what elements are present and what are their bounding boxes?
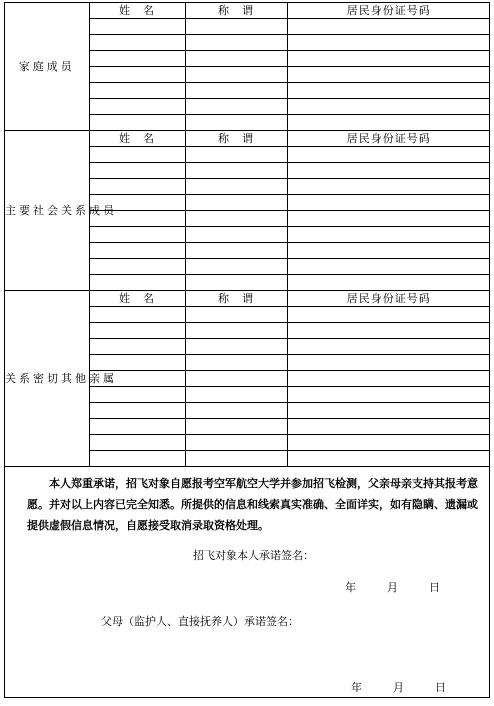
- id-number-cell[interactable]: [287, 211, 490, 227]
- column-header-relation: 称 谓: [185, 131, 287, 147]
- id-number-cell[interactable]: [287, 227, 490, 243]
- column-header-name: 姓 名: [89, 3, 185, 19]
- id-number-cell[interactable]: [287, 147, 490, 163]
- name-cell[interactable]: [89, 339, 185, 355]
- id-number-cell[interactable]: [287, 67, 490, 83]
- relation-cell[interactable]: [185, 227, 287, 243]
- parent-signature-date: [351, 679, 446, 695]
- pledge-section: [5, 465, 490, 697]
- name-cell[interactable]: [89, 435, 185, 451]
- parent-signature-label: 父母（监护人、直接抚养人）承诺签名：: [101, 615, 299, 628]
- date-year: 年: [345, 581, 356, 594]
- relation-cell[interactable]: [185, 323, 287, 339]
- relation-cell[interactable]: [185, 51, 287, 67]
- applicant-signature-date: [345, 579, 440, 595]
- id-number-cell[interactable]: [287, 323, 490, 339]
- relatives-table: [5, 3, 490, 467]
- relation-cell[interactable]: [185, 83, 287, 99]
- name-cell[interactable]: [89, 419, 185, 435]
- column-header-name: 姓 名: [89, 291, 185, 307]
- id-number-cell[interactable]: [287, 275, 490, 291]
- name-cell[interactable]: [89, 179, 185, 195]
- relation-cell[interactable]: [185, 35, 287, 51]
- name-cell[interactable]: [89, 403, 185, 419]
- id-number-cell[interactable]: [287, 195, 490, 211]
- date-day: 日: [429, 581, 440, 594]
- id-number-cell[interactable]: [287, 307, 490, 323]
- date-year: 年: [351, 681, 362, 694]
- id-number-cell[interactable]: [287, 339, 490, 355]
- name-cell[interactable]: [89, 259, 185, 275]
- name-cell[interactable]: [89, 83, 185, 99]
- name-cell[interactable]: [89, 227, 185, 243]
- section-header-row: [5, 131, 490, 147]
- name-cell[interactable]: [89, 243, 185, 259]
- date-month: 月: [393, 681, 404, 694]
- section-label: 主要社会关系成员: [5, 131, 89, 291]
- id-number-cell[interactable]: [287, 35, 490, 51]
- pledge-form: [4, 2, 490, 698]
- name-cell[interactable]: [89, 19, 185, 35]
- column-header-id-number: 居民身份证号码: [287, 3, 490, 19]
- section-header-row: [5, 3, 490, 19]
- id-number-cell[interactable]: [287, 83, 490, 99]
- name-cell[interactable]: [89, 275, 185, 291]
- relation-cell[interactable]: [185, 307, 287, 323]
- id-number-cell[interactable]: [287, 19, 490, 35]
- name-cell[interactable]: [89, 147, 185, 163]
- relation-cell[interactable]: [185, 355, 287, 371]
- relation-cell[interactable]: [185, 211, 287, 227]
- relation-cell[interactable]: [185, 147, 287, 163]
- relation-cell[interactable]: [185, 259, 287, 275]
- id-number-cell[interactable]: [287, 163, 490, 179]
- relation-cell[interactable]: [185, 403, 287, 419]
- name-cell[interactable]: [89, 99, 185, 115]
- name-cell[interactable]: [89, 35, 185, 51]
- column-header-relation: 称 谓: [185, 3, 287, 19]
- id-number-cell[interactable]: [287, 179, 490, 195]
- id-number-cell[interactable]: [287, 419, 490, 435]
- id-number-cell[interactable]: [287, 371, 490, 387]
- relation-cell[interactable]: [185, 275, 287, 291]
- relation-cell[interactable]: [185, 179, 287, 195]
- name-cell[interactable]: [89, 51, 185, 67]
- name-cell[interactable]: [89, 67, 185, 83]
- relation-cell[interactable]: [185, 163, 287, 179]
- relation-cell[interactable]: [185, 435, 287, 451]
- name-cell[interactable]: [89, 387, 185, 403]
- column-header-id-number: 居民身份证号码: [287, 131, 490, 147]
- relation-cell[interactable]: [185, 243, 287, 259]
- section-header-row: [5, 291, 490, 307]
- relation-cell[interactable]: [185, 387, 287, 403]
- relation-cell[interactable]: [185, 115, 287, 131]
- relation-cell[interactable]: [185, 99, 287, 115]
- column-header-id-number: 居民身份证号码: [287, 291, 490, 307]
- relation-cell[interactable]: [185, 371, 287, 387]
- section-label: 家庭成员: [5, 3, 89, 131]
- id-number-cell[interactable]: [287, 115, 490, 131]
- relation-cell[interactable]: [185, 67, 287, 83]
- id-number-cell[interactable]: [287, 387, 490, 403]
- name-cell[interactable]: [89, 163, 185, 179]
- name-cell[interactable]: [89, 355, 185, 371]
- id-number-cell[interactable]: [287, 435, 490, 451]
- name-cell[interactable]: [89, 115, 185, 131]
- id-number-cell[interactable]: [287, 403, 490, 419]
- relation-cell[interactable]: [185, 19, 287, 35]
- relation-cell[interactable]: [185, 339, 287, 355]
- id-number-cell[interactable]: [287, 243, 490, 259]
- id-number-cell[interactable]: [287, 99, 490, 115]
- column-header-relation: 称 谓: [185, 291, 287, 307]
- applicant-signature-label: 招飞对象本人承诺签名：: [193, 549, 314, 562]
- relation-cell[interactable]: [185, 195, 287, 211]
- section-label: 关系密切其他亲属: [5, 291, 89, 467]
- id-number-cell[interactable]: [287, 355, 490, 371]
- name-cell[interactable]: [89, 307, 185, 323]
- name-cell[interactable]: [89, 323, 185, 339]
- relation-cell[interactable]: [185, 419, 287, 435]
- date-day: 日: [435, 681, 446, 694]
- id-number-cell[interactable]: [287, 51, 490, 67]
- column-header-name: 姓 名: [89, 131, 185, 147]
- date-month: 月: [387, 581, 398, 594]
- id-number-cell[interactable]: [287, 259, 490, 275]
- pledge-statement: 本人郑重承诺，招飞对象自愿报考空军航空大学并参加招飞检测，父亲母亲支持其报考意愿。并对以上内容已完全知悉。所提供的信息和线索真实准确、全面详实，如有隐瞒、遗漏或提供虚假信息情况，自愿接受取消录取资格处理。: [27, 477, 478, 532]
